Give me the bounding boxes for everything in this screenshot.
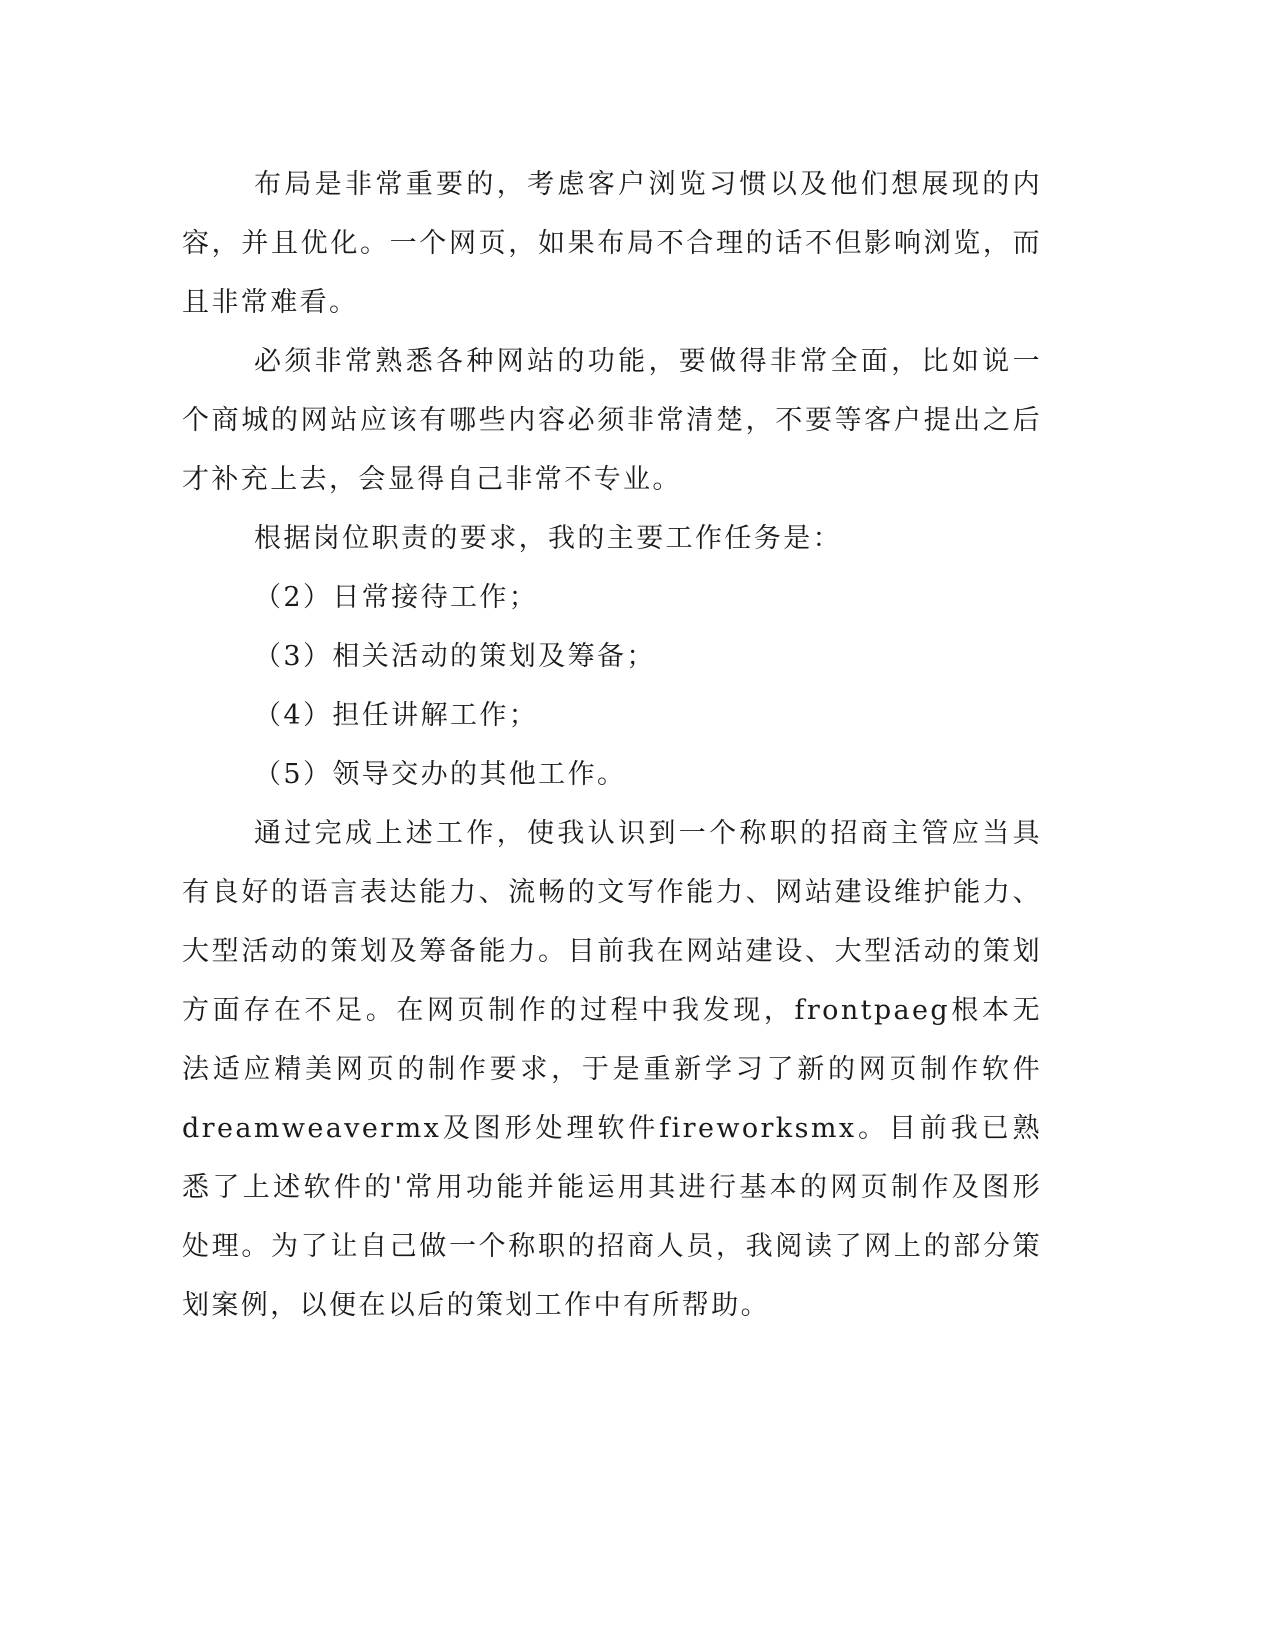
- list-item: （5）领导交办的其他工作。: [254, 759, 627, 790]
- list-item: （2）日常接待工作；: [254, 582, 539, 613]
- list-item: （3）相关活动的策划及筹备；: [254, 641, 656, 672]
- paragraph-closing: 通过完成上述工作，使我认识到一个称职的招商主管应当具有良好的语言表达能力、流畅的文写作能力、网站建设维护能力、大型活动的策划及筹备能力。目前我在网站建设、大型活动的策划方面存在不足。在网页制作的过程中我发现，frontpaeg根本无法适应精美网页的制作要求，于是重新学习了新的网页制作软件dreamweavermx及图形处理软件fireworksmx。目前我已熟悉了上述软件的'常用功能并能运用其进行基本的网页制作及图形处理。为了让自己做一个称职的招商人员，我阅读了网上的部分策划案例，以便在以后的策划工作中有所帮助。: [182, 818, 1042, 1321]
- paragraph-job-duties-intro: 根据岗位职责的要求，我的主要工作任务是：: [254, 523, 842, 554]
- document-page: [182, 155, 1042, 1335]
- paragraph-website-functions: 必须非常熟悉各种网站的功能，要做得非常全面，比如说一个商城的网站应该有哪些内容必须非常清楚，不要等客户提出之后才补充上去，会显得自己非常不专业。: [182, 346, 1042, 495]
- paragraph-layout: 布局是非常重要的，考虑客户浏览习惯以及他们想展现的内容，并且优化。一个网页，如果布局不合理的话不但影响浏览，而且非常难看。: [182, 169, 1042, 318]
- list-item: （4）担任讲解工作；: [254, 700, 539, 731]
